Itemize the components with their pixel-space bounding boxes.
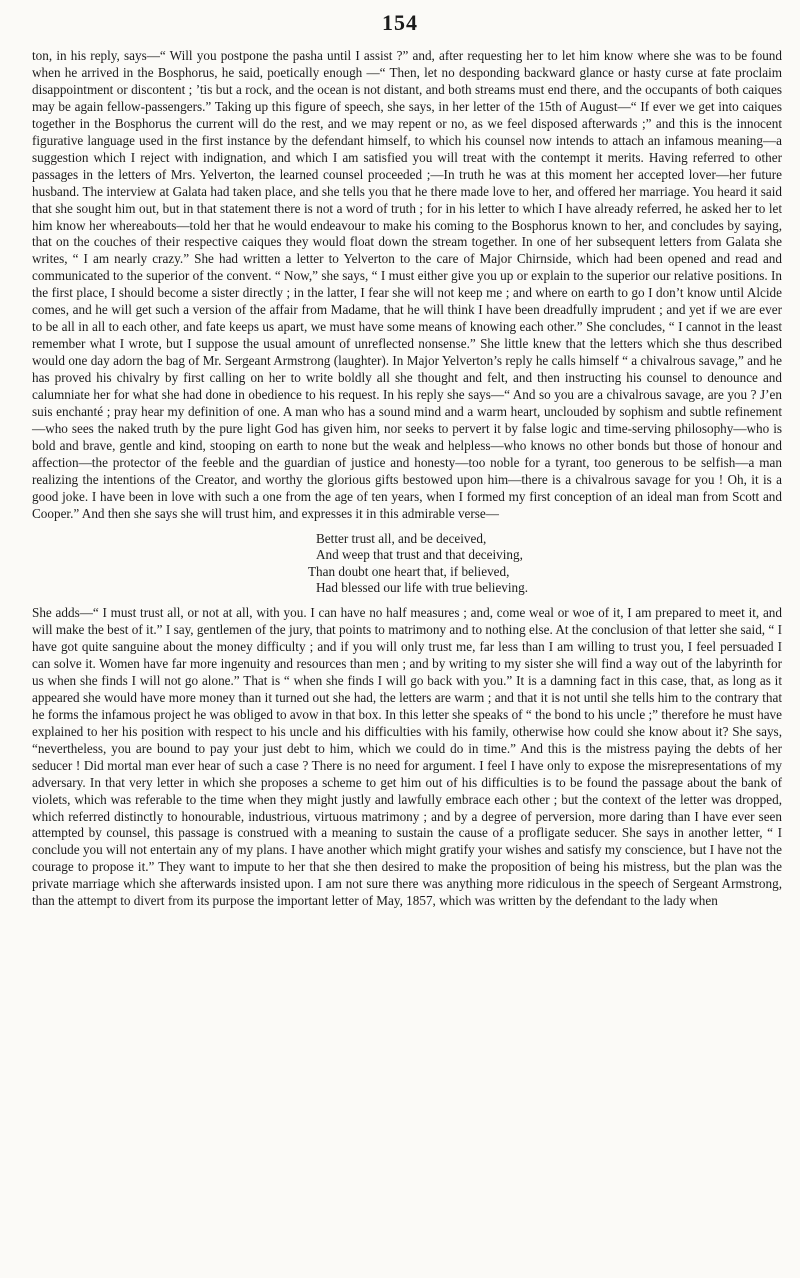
verse-line: Than doubt one heart that, if believed, (308, 563, 510, 579)
verse-block (32, 531, 782, 597)
paragraph: ton, in his reply, says—“ Will you postpone the pasha until I assist ?” and, after requesting her to let him know where she was to be found when he arrived in the Bosphorus, he said, poetically enough —“ Then, let no desponding backward glance or hasty curse at fate proclaim disappointment or discontent ; ’tis but a rock, and the ocean is not distant, and both streams must end there, and the occupants of both caiques may be again fellow-passengers.” Taking up this figure of speech, she says, in her letter of the 15th of August—“ If ever we get into caiques together in the Bosphorus the current will do the rest, and we may repent or no, as we feel disposed afterwards ;” and this is the innocent figurative language used in the first instance by the defendant himself, to which his counsel now intends to attach an infamous meaning—a suggestion which I reject with indignation, and which I am satisfied you will treat with the contempt it merits. Having referred to other passages in the letters of Mrs. Yelverton, the learned counsel proceeded ;—In truth he was at this moment her accepted lover—her future husband. The interview at Galata had taken place, and she tells you that he there made love to her, and offered her marriage. You heard it said that she sought him out, but in that statement there is not a word of truth ; for in his letter to which I have already referred, he asked her to let him know her whereabouts—told her that he would endeavour to make his coming to the Bosphorus known to her, and concludes by saying, that on the couches of their respective caiques they would float down the stream together. In one of her subsequent letters from Galata she writes, “ I am nearly crazy.” She had written a letter to Yelverton to the care of Major Chirnside, which had been opened and read and communicated to the superior of the convent. “ Now,” she says, “ I must either give you up or explain to the superior our relative positions. In the first place, I should become a sister directly ; in the latter, I fear she will not keep me ; and where on earth to go I don’t know until Alcide comes, and he will get such a version of the affair from Madame, that he will think I have been dreadfully imprudent ; and yet if we are ever to be all in all to each other, and fate keeps us apart, we must have some means of knowing each other.” She concludes, “ I cannot in the least remember what I wrote, but I suppose the usual amount of unreflected nonsense.” She little knew that the letters which she thus described would one day adorn the bag of Mr. Sergeant Armstrong (laughter). In Major Yelverton’s reply he calls himself “ a chivalrous savage,” and he has proved his chivalry by first calling on her to write boldly all she thought and felt, and then instructing his counsel to denounce and calumniate her for what she had done in obedience to his request. In his reply she says—“ And so you are a chivalrous savage, are you ? J’en suis enchanté ; pray hear my definition of one. A man who has a sound mind and a warm heart, unclouded by sophism and subtle refinement—who sees the naked truth by the pure light God has given him, nor seeks to pervert it by false logic and time-serving philosophy—who is bold and brave, gentle and kind, stooping on earth to none but the weak and helpless—who knows no other bonds but those of honour and affection—the protector of the feeble and the guardian of justice and honesty—too noble for a tyrant, too generous to be selfish—a man realizing the intentions of the Creator, and worthy the glorious gifts bestowed upon him—there is a chivalrous savage for you ! Oh, it is a good joke. I have been in love with such a one from the age of ten years, when I formed my first conception of an ideal man from Scott and Cooper.” And then she says she will trust him, and expresses it in this admirable verse— (32, 48, 782, 521)
paragraph: She adds—“ I must trust all, or not at all, with you. I can have no half measures ; and, come weal or woe of it, I am prepared to meet it, and will make the best of it.” I say, gentlemen of the jury, that points to matrimony and to nothing else. At the conclusion of that letter she said, “ I have got quite sanguine about the money difficulty ; and if you will only trust me, far less than I am willing to trust you, I feel persuaded I can solve it. Women have far more ingenuity and resources than men ; and by writing to my sister she will find a way out of the labyrinth for us when she finds I will not go alone.” That is “ when she finds I will go back with you.” It is a damning fact in this case, that, as long as it appeared she would have more money than it turned out she had, the letters are warm ; and that it is not until she tells him to the contrary that he forms the infamous project he was obliged to avow in that box. In this letter she speaks of “ the bond to his uncle ;” therefore he must have explained to her his position with respect to his uncle and his difficulties with his family, otherwise how could she know about it? She says, “nevertheless, you are bound to pay your just debt to him, which we could do in time.” And this is the mistress paying the debts of her seducer ! Did mortal man ever hear of such a case ? There is no need for argument. I feel I have only to expose the misrepresentations of my adversary. In that very letter in which she proposes a scheme to get him out of his difficulties is to be found the passage about the bank of violets, which was referable to the time when they might justly and lawfully embrace each other ; but the context of the letter was dropped, which referred distinctly to honourable, industrious, virtuous matrimony ; and by a degree of perversion, more daring than I have ever seen attempted by counsel, this passage is construed with a meaning to sustain the cause of a profligate seducer. She says in another letter, “ I conclude you will not entertain any of my plans. I have another which might gratify your wishes and satisfy my conscience, but I have not the courage to propose it.” They want to impute to her that she then desired to make the proposition of being his mistress, but the plan was the private marriage which she afterwards insisted upon. I am not sure there was anything more ridiculous in the speech of Sergeant Armstrong, than the attempt to divert from its purpose the important letter of May, 1857, which was written by the defendant to the lady when (32, 605, 782, 909)
verse-line: Had blessed our life with true believing. (316, 580, 529, 596)
page-number: 154 (382, 10, 418, 35)
verse-line: Better trust all, and be deceived, (316, 530, 487, 546)
body-text (32, 48, 782, 910)
verse-line: And weep that trust and that deceiving, (316, 547, 523, 563)
